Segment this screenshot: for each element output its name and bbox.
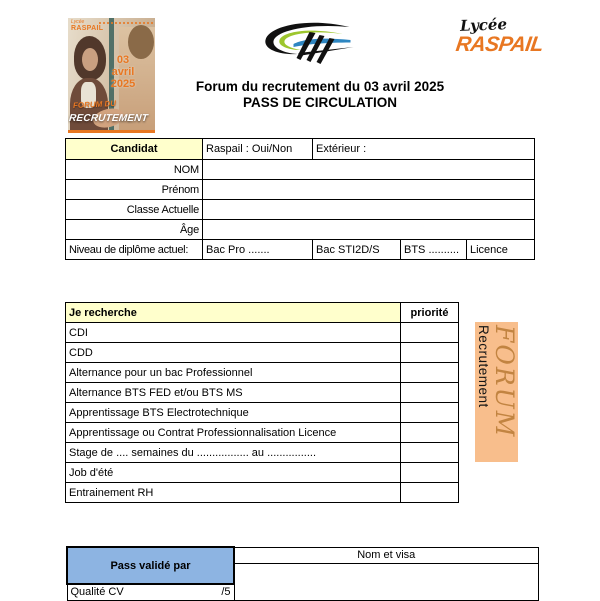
visa-signature-area[interactable] (234, 563, 538, 600)
page-title (105, 79, 535, 111)
priority-cdd[interactable] (401, 343, 459, 363)
poster-bottom-strip (68, 130, 155, 133)
page-title-line1: Forum du recrutement du 03 avril 2025 (195, 79, 445, 94)
row-alternance-bac-pro: Alternance pour un bac Professionnel (66, 363, 401, 383)
input-nom[interactable] (203, 160, 535, 180)
candidate-table (65, 138, 535, 260)
input-classe-actuelle[interactable] (203, 200, 535, 220)
school-name-lycee: Lycée (459, 15, 508, 35)
poster-school-name: Lycée RASPAIL (71, 19, 104, 33)
row-cdd: CDD (66, 343, 401, 363)
row-apprentissage-bts: Apprentissage BTS Electrotechnique (66, 403, 401, 423)
row-alternance-bts: Alternance BTS FED et/ou BTS MS (66, 383, 401, 403)
priority-alternance-bac-pro[interactable] (401, 363, 459, 383)
page-title-line2: PASS DE CIRCULATION (242, 95, 397, 110)
poster-fineprint-line (99, 22, 153, 24)
priority-job-ete[interactable] (401, 463, 459, 483)
pass-valide-par-header: Pass validé par (67, 547, 234, 584)
row-cdi: CDI (66, 323, 401, 343)
badge-recrutement-text: Recrutement (476, 325, 491, 408)
swoosh-logo-icon (252, 20, 358, 68)
poster-caption-recrutement: RECRUTEMENT (68, 113, 149, 124)
priority-entrainement-rh[interactable] (401, 483, 459, 503)
row-entrainement-rh: Entrainement RH (66, 483, 401, 503)
forum-poster (68, 18, 155, 133)
row-apprentissage-licence: Apprentissage ou Contrat Professionnalisation Licence (66, 423, 401, 443)
option-licence[interactable]: Licence (467, 240, 535, 260)
row-job-ete: Job d'été (66, 463, 401, 483)
option-bac-pro[interactable]: Bac Pro ....... (203, 240, 313, 260)
qualite-cv-score: /5 (221, 586, 231, 599)
exterieur-cell[interactable]: Extérieur : (313, 139, 535, 160)
label-classe-actuelle: Classe Actuelle (66, 200, 203, 220)
priority-header: priorité (401, 303, 459, 323)
school-name (456, 17, 566, 55)
option-bts[interactable]: BTS .......... (401, 240, 467, 260)
qualite-cv-row[interactable] (67, 584, 234, 600)
candidate-header: Candidat (66, 139, 203, 160)
priority-apprentissage-bts[interactable] (401, 403, 459, 423)
priority-alternance-bts[interactable] (401, 383, 459, 403)
option-bac-sti2d[interactable]: Bac STI2D/S (313, 240, 401, 260)
nom-et-visa-header: Nom et visa (234, 547, 538, 563)
poster-caption-forum: FORUM DU (72, 98, 117, 111)
priority-cdi[interactable] (401, 323, 459, 343)
poster-date: 03 avril 2025 (110, 54, 136, 90)
badge-forum-text: FORUM (490, 325, 519, 439)
qualite-cv-label: Qualité CV (70, 586, 124, 599)
label-age: Âge (66, 220, 203, 240)
validation-table (66, 546, 539, 601)
priority-apprentissage-licence[interactable] (401, 423, 459, 443)
input-prenom[interactable] (203, 180, 535, 200)
priority-stage[interactable] (401, 443, 459, 463)
raspail-ouinon-cell[interactable]: Raspail : Oui/Non (203, 139, 313, 160)
label-nom: NOM (66, 160, 203, 180)
search-table (65, 302, 459, 503)
input-age[interactable] (203, 220, 535, 240)
label-prenom: Prénom (66, 180, 203, 200)
row-stage[interactable]: Stage de .... semaines du ................. au ................ (66, 443, 401, 463)
school-name-raspail: RASPAIL (454, 33, 545, 56)
search-header: Je recherche (66, 303, 401, 323)
forum-recrutement-badge (475, 322, 518, 462)
label-niveau-diplome: Niveau de diplôme actuel: (66, 240, 203, 260)
